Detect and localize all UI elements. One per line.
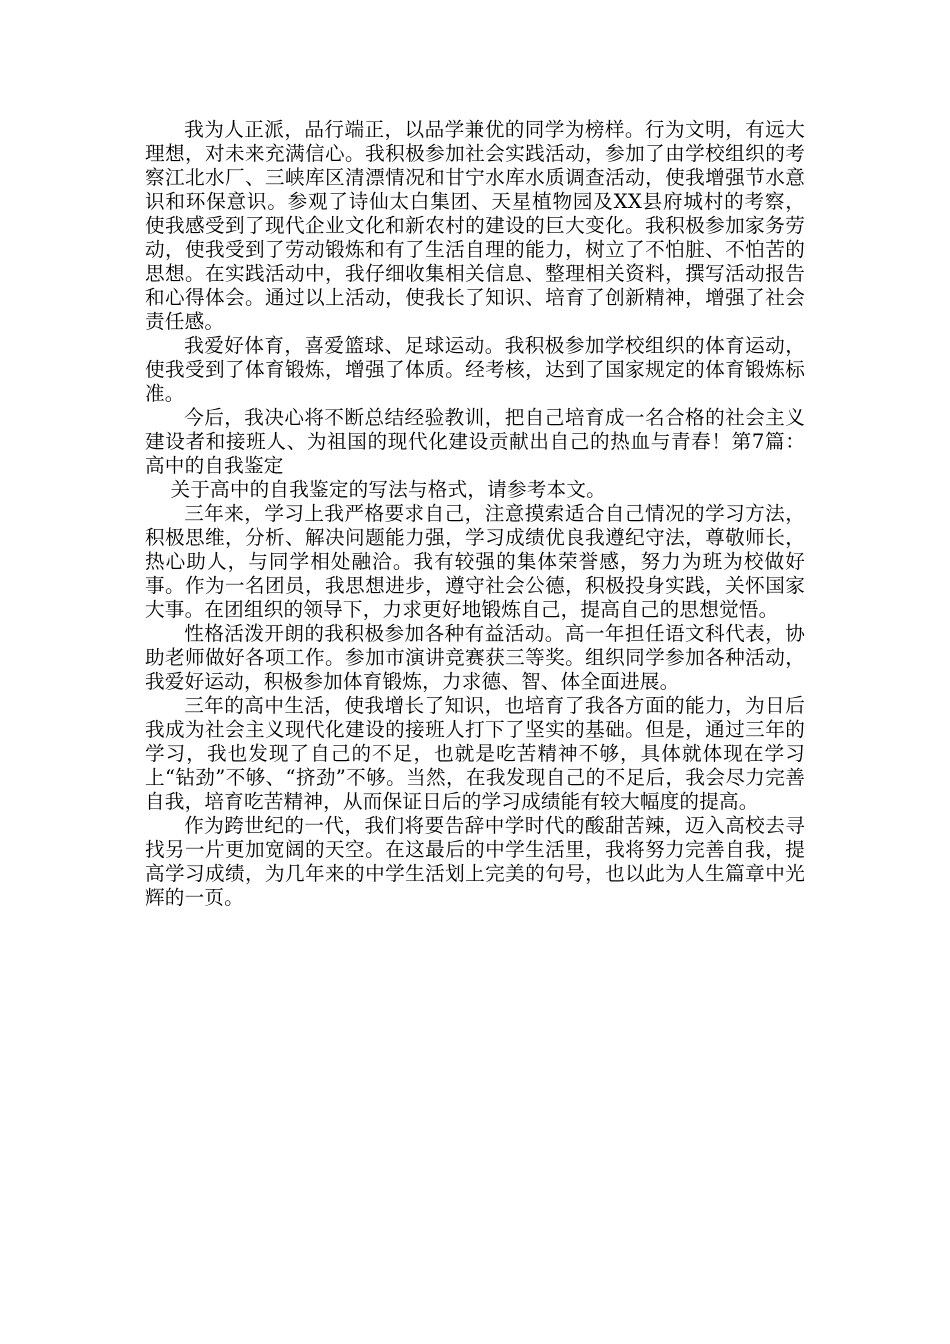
paragraph-future: 今后，我决心将不断总结经验教训，把自己培育成一名合格的社会主义建设者和接班人、为祖国的现代化建设贡献出自己的热血与青春！第7篇：高中的自我鉴定 xyxy=(145,406,805,477)
paragraph-practice: 我为人正派，品行端正，以品学兼优的同学为榜样。行为文明，有远大理想，对未来充满信心。我积极参加社会实践活动，参加了由学校组织的考察江北水厂、三峡库区清漂情况和甘宁水库水质调查活动，使我增强节水意识和环保意识。参观了诗仙太白集团、天星植物园及XX县府城村的考察，使我感受到了现代企业文化和新农村的建设的巨大变化。我积极参加家务劳动，使我受到了劳动锻炼和有了生活自理的能力，树立了不怕脏、不怕苦的思想。在实践活动中，我仔细收集相关信息、整理相关资料，撰写活动报告和心得体会。通过以上活动，使我长了知识、培育了创新精神，增强了社会责任感。 xyxy=(145,118,805,333)
paragraph-closing: 作为跨世纪的一代，我们将要告辞中学时代的酸甜苦辣，迈入高校去寻找另一片更加宽阔的天空。在这最后的中学生活里，我将努力完善自我，提高学习成绩，为几年来的中学生活划上完美的句号，也以此为人生篇章中光辉的一页。 xyxy=(145,814,805,909)
paragraph-study: 三年来，学习上我严格要求自己，注意摸索适合自己情况的学习方法，积极思维，分析、解决问题能力强，学习成绩优良我遵纪守法，尊敬师长，热心助人，与同学相处融洽。我有较强的集体荣誉感，努力为班为校做好事。作为一名团员，我思想进步，遵守社会公德，积极投身实践，关怀国家大事。在团组织的领导下，力求更好地锻炼自己，提高自己的思想觉悟。 xyxy=(145,502,805,621)
paragraph-sports: 我爱好体育，喜爱篮球、足球运动。我积极参加学校组织的体育运动，使我受到了体育锻炼，增强了体质。经考核，达到了国家规定的体育锻炼标准。 xyxy=(145,334,805,405)
paragraph-activities: 性格活泼开朗的我积极参加各种有益活动。高一年担任语文科代表，协助老师做好各项工作。参加市演讲竞赛获三等奖。组织同学参加各种活动，我爱好运动，积极参加体育锻炼，力求德、智、体全面进展。 xyxy=(145,622,805,693)
paragraph-intro: 关于高中的自我鉴定的写法与格式，请参考本文。 xyxy=(170,478,606,501)
document-page xyxy=(145,118,805,910)
paragraph-growth: 三年的高中生活，使我增长了知识，也培育了我各方面的能力，为日后我成为社会主义现代化建设的接班人打下了坚实的基础。但是，通过三年的学习，我也发现了自己的不足，也就是吃苦精神不够，具体就体现在学习上“钻劲”不够、“挤劲”不够。当然，在我发现自己的不足后，我会尽力完善自我，培育吃苦精神，从而保证日后的学习成绩能有较大幅度的提高。 xyxy=(145,694,805,813)
